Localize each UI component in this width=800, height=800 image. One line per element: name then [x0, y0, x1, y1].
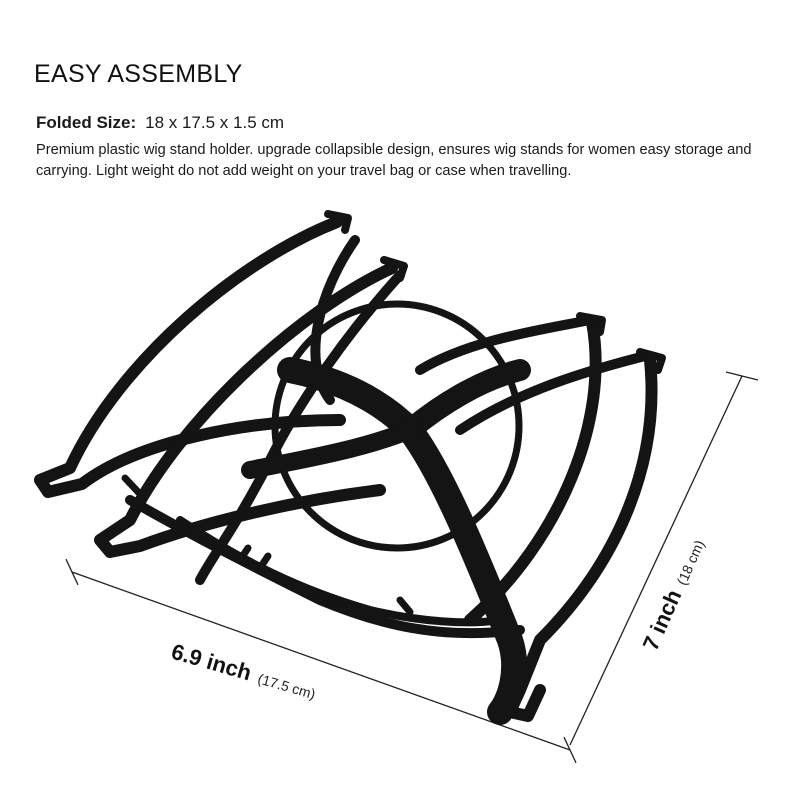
height-label-main: 7 inch: [637, 585, 687, 655]
folded-size-label: Folded Size:: [36, 113, 137, 132]
folded-size-value: 18 x 17.5 x 1.5 cm: [145, 113, 285, 132]
wig-stand: [40, 214, 662, 716]
width-label-sub: (17.5 cm): [256, 670, 318, 703]
width-label: [169, 639, 320, 704]
height-label: [638, 535, 709, 654]
hub-spoke-down: [410, 430, 514, 712]
right-arc-front: [510, 360, 652, 716]
clip-bottom-4: [125, 478, 140, 494]
clip-bottom-3: [400, 600, 410, 612]
product-description: Premium plastic wig stand holder. upgrade collapsible design, ensures wig stands for women easy storage and carrying. Light weight do not add weight on your travel bag or case when travelling.: [36, 142, 752, 179]
width-label-main: 6.9 inch: [168, 638, 255, 686]
heading: EASY ASSEMBLY: [34, 60, 243, 88]
height-label-sub: (18 cm): [673, 537, 708, 588]
